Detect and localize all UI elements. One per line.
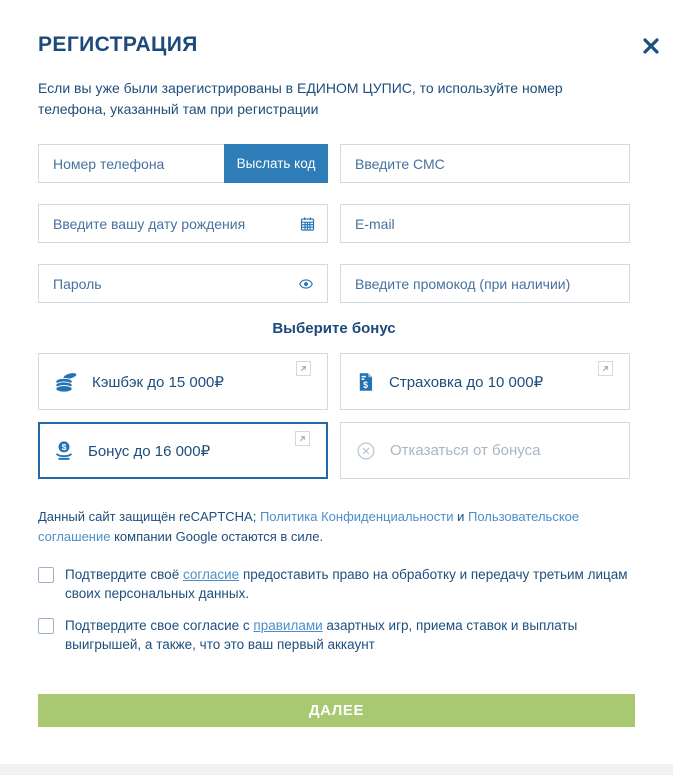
- svg-text:$: $: [363, 379, 368, 390]
- consent-text: Подтвердите своё согласие предоставить право на обработку и передачу третьим лицам своих персональных данных.: [65, 567, 628, 601]
- circle-x-icon: [355, 440, 377, 462]
- external-link-icon[interactable]: [295, 431, 310, 446]
- promo-input[interactable]: [341, 265, 629, 302]
- bonus-option-label: Страховка до 10 000₽: [389, 373, 544, 391]
- registration-modal: [0, 33, 673, 727]
- sms-input[interactable]: [341, 145, 629, 182]
- phone-field: [38, 144, 328, 183]
- recaptcha-notice-text: компании Google остаются в силе.: [110, 529, 324, 544]
- coin-deposit-icon: [53, 439, 75, 462]
- bonus-option-decline[interactable]: [340, 422, 630, 479]
- recaptcha-notice: [38, 507, 630, 547]
- bonus-options: [38, 353, 630, 479]
- consent-text: Подтвердите свое согласие с правилами азартных игр, приема ставок и выплаты выигрышей, а также, что это ваш первый аккаунт: [65, 618, 578, 652]
- birth-date-field: [38, 204, 328, 243]
- consent-section: [38, 565, 630, 654]
- privacy-policy-link[interactable]: Политика Конфиденциальности: [259, 509, 454, 524]
- recaptcha-notice-text: Данный сайт защищён reCAPTCHA;: [38, 509, 260, 524]
- password-field: [38, 264, 328, 303]
- bonus-option-insurance[interactable]: [340, 353, 630, 410]
- password-input[interactable]: [39, 265, 327, 302]
- calendar-icon[interactable]: [299, 215, 316, 232]
- registration-form: [38, 144, 630, 303]
- svg-text:$: $: [61, 441, 67, 452]
- send-code-button[interactable]: Выслать код: [224, 144, 328, 183]
- email-field: [340, 204, 630, 243]
- coins-stack-icon: [53, 370, 79, 394]
- recaptcha-notice-text: и: [453, 509, 468, 524]
- consent-row-rules: [38, 616, 630, 654]
- external-link-icon[interactable]: [598, 361, 613, 376]
- external-link-icon[interactable]: [296, 361, 311, 376]
- page-background-edge: [0, 764, 673, 775]
- consent-checkbox-rules[interactable]: [38, 618, 54, 634]
- bonus-option-cashback[interactable]: [38, 353, 328, 410]
- page-title: РЕГИСТРАЦИЯ: [38, 33, 198, 56]
- intro-text: Если вы уже были зарегистрированы в ЕДИНОМ ЦУПИС, то используйте номер телефона, указанный там при регистрации: [38, 80, 563, 117]
- bonus-section-title: Выберите бонус: [272, 320, 396, 337]
- insurance-doc-icon: [355, 371, 376, 393]
- bonus-option-label: Бонус до 16 000₽: [88, 442, 211, 460]
- promo-field: [340, 264, 630, 303]
- bonus-option-label: Отказаться от бонуса: [390, 442, 541, 459]
- birth-date-input[interactable]: [39, 205, 327, 242]
- consent-row-personal-data: [38, 565, 630, 603]
- consent-link-rules[interactable]: правилами: [253, 618, 323, 633]
- email-input[interactable]: [341, 205, 629, 242]
- sms-field: [340, 144, 630, 183]
- next-button[interactable]: ДАЛЕЕ: [38, 694, 635, 727]
- terms-link[interactable]: Пользовательское соглашение: [38, 509, 580, 544]
- consent-link-agreement[interactable]: согласие: [182, 567, 240, 582]
- consent-checkbox-personal-data[interactable]: [38, 567, 54, 583]
- bonus-option-bonus[interactable]: [38, 422, 328, 479]
- eye-icon[interactable]: [296, 276, 316, 291]
- close-icon[interactable]: [642, 37, 660, 55]
- bonus-option-label: Кэшбэк до 15 000₽: [92, 373, 224, 391]
